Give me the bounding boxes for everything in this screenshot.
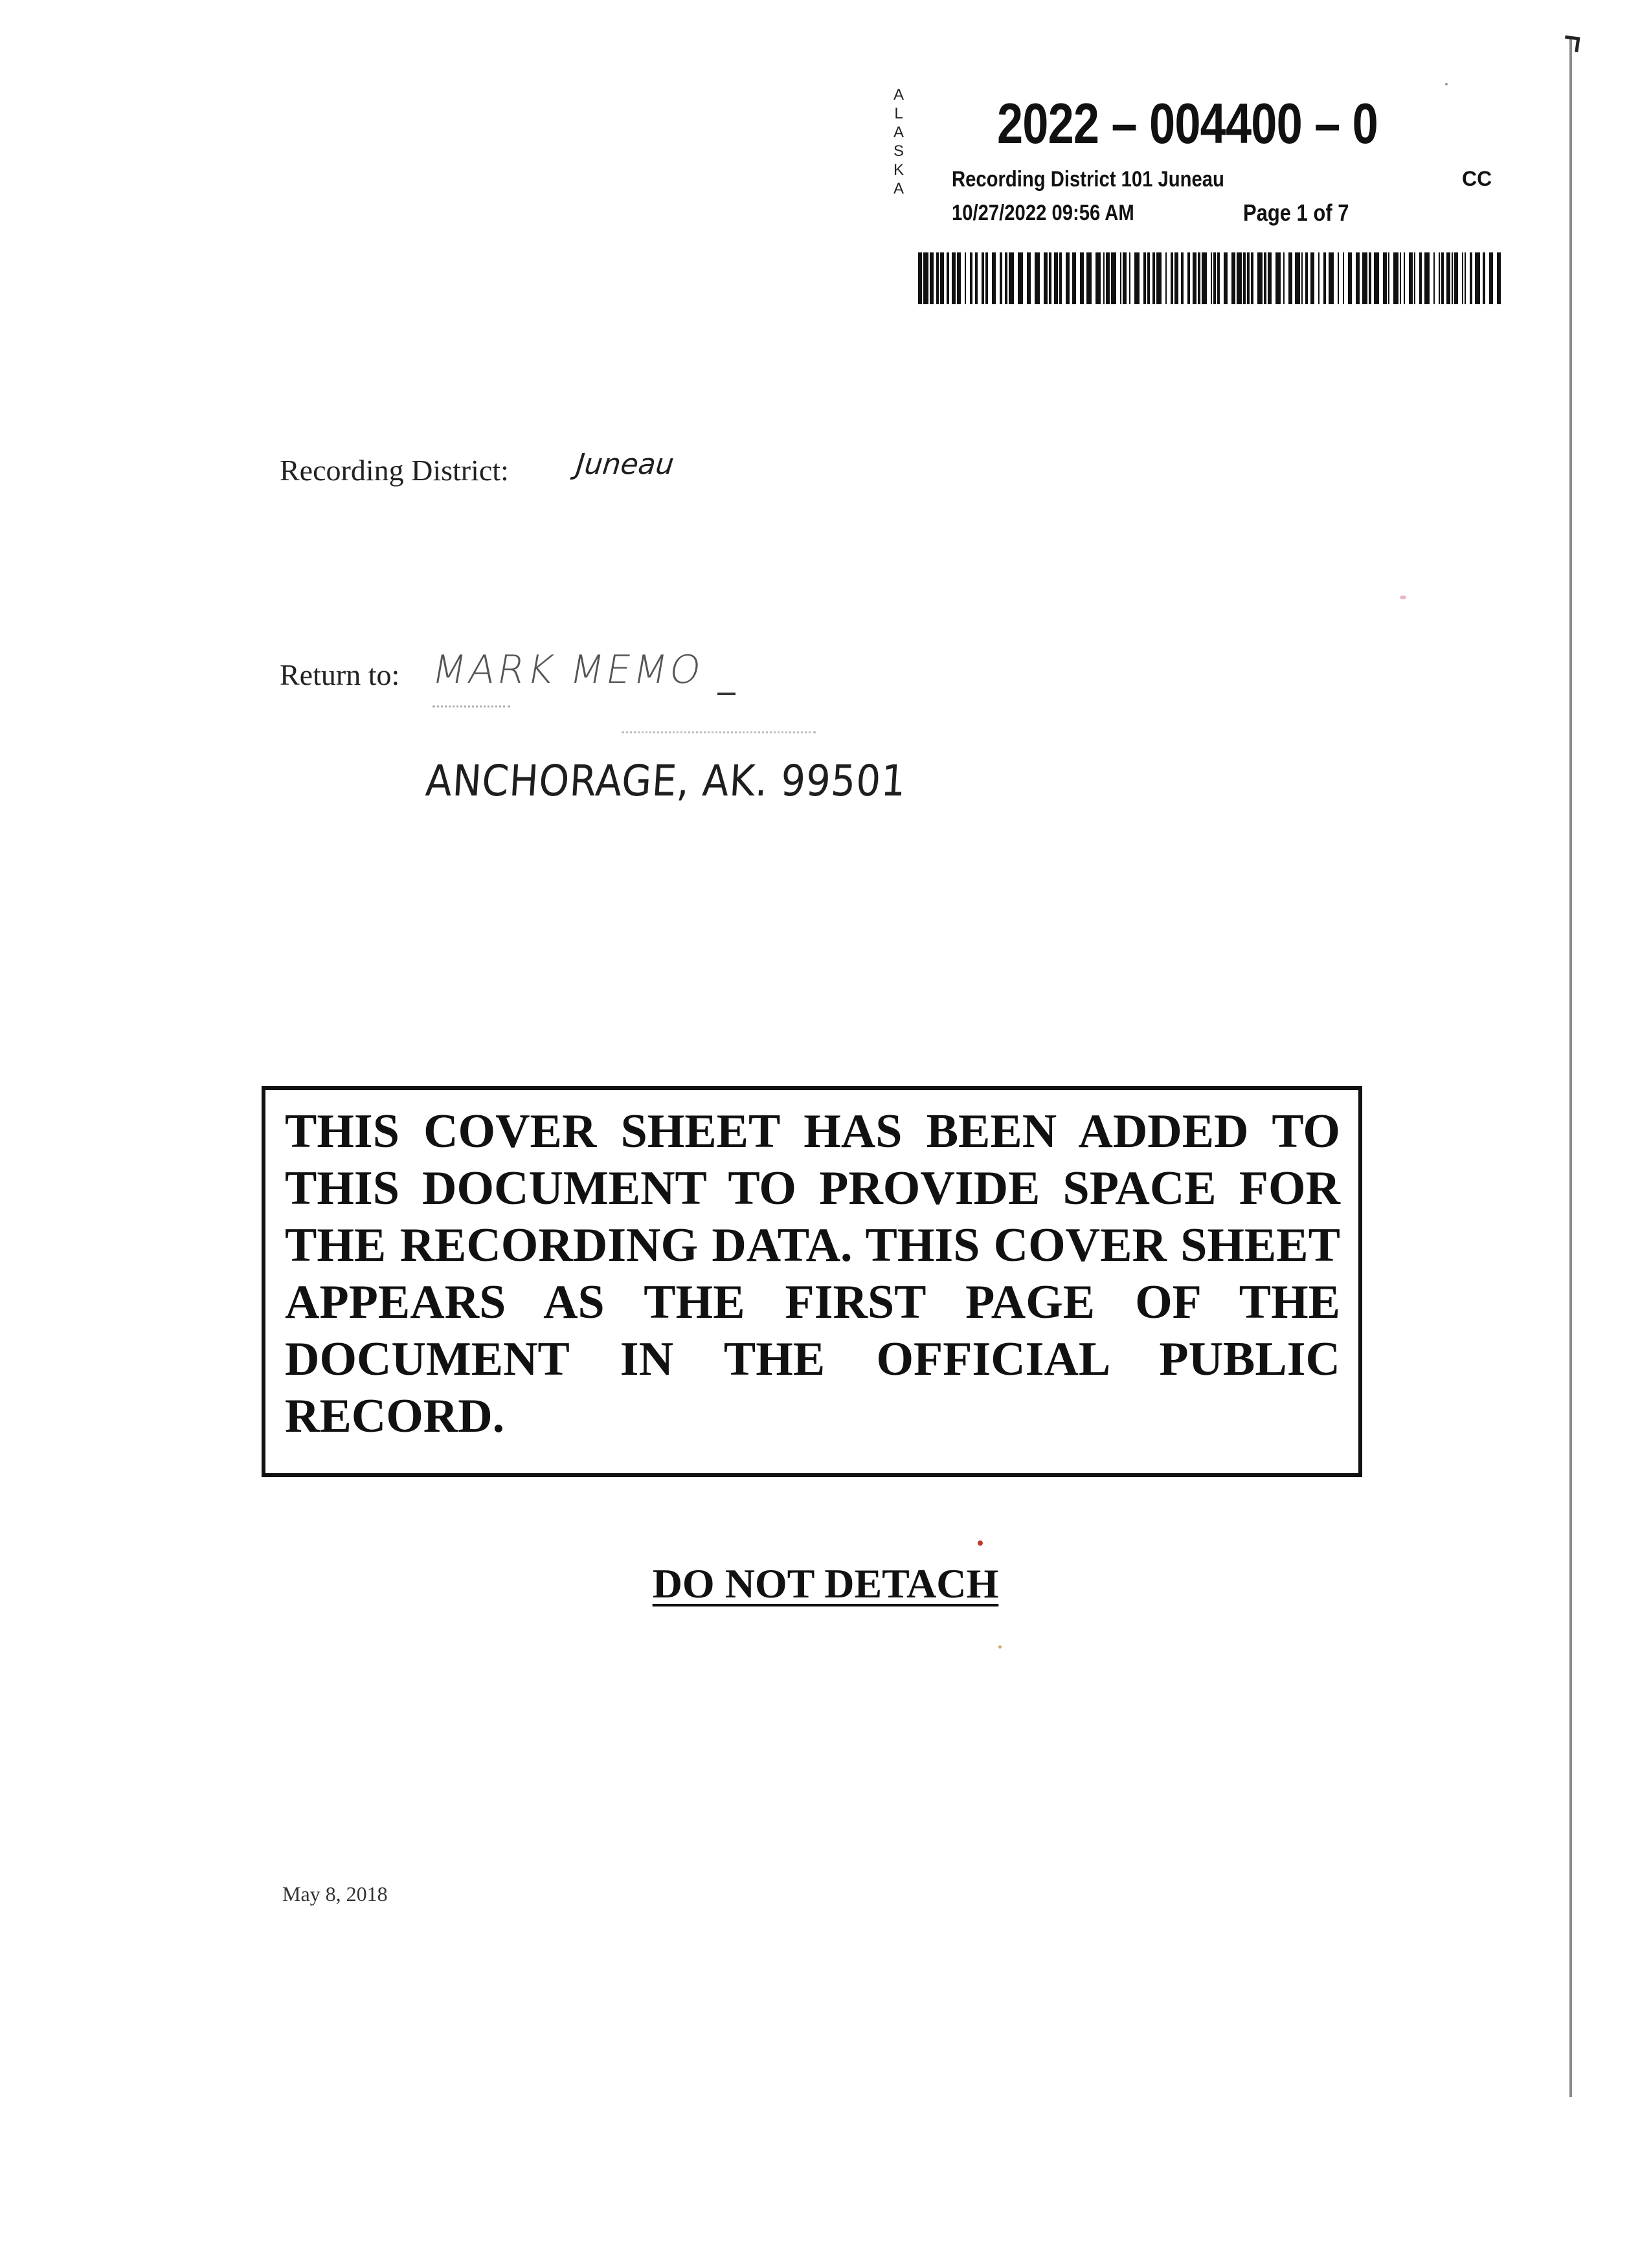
barcode-bar xyxy=(1193,252,1196,304)
recording-datetime: 10/27/2022 09:56 AM xyxy=(952,201,1134,225)
barcode-bar xyxy=(1086,252,1092,304)
barcode-bar xyxy=(1283,252,1285,304)
barcode-bar xyxy=(985,252,988,304)
barcode xyxy=(918,252,1501,304)
barcode-bar xyxy=(1095,252,1101,304)
stamp-state-letter: S xyxy=(893,142,904,160)
barcode-bar xyxy=(1120,252,1121,304)
barcode-bar xyxy=(1181,252,1184,304)
barcode-bar xyxy=(1123,252,1127,304)
scan-speck xyxy=(998,1645,1002,1649)
barcode-bar xyxy=(965,252,966,304)
barcode-bar xyxy=(1343,252,1344,304)
barcode-bar xyxy=(975,252,978,304)
barcode-bar xyxy=(1174,252,1178,304)
barcode-bar xyxy=(1424,252,1430,304)
faint-scan-line xyxy=(432,706,510,707)
barcode-bar xyxy=(1213,252,1216,304)
barcode-bar xyxy=(1414,252,1415,304)
recording-page-count: Page 1 of 7 xyxy=(1243,199,1349,226)
barcode-bar xyxy=(947,252,949,304)
barcode-bar xyxy=(1452,252,1453,304)
faint-scan-line xyxy=(622,731,816,733)
do-not-detach-heading: DO NOT DETACH xyxy=(652,1561,999,1606)
barcode-bar xyxy=(1217,252,1220,304)
barcode-bar xyxy=(1080,252,1084,304)
barcode-bar xyxy=(1409,252,1413,304)
barcode-bar xyxy=(1202,252,1207,304)
scan-edge-line xyxy=(1569,39,1572,2097)
scan-speck xyxy=(1400,595,1406,599)
barcode-bar xyxy=(1295,252,1300,304)
barcode-bar xyxy=(1044,252,1048,304)
barcode-bar xyxy=(1404,252,1405,304)
barcode-bar xyxy=(1301,252,1303,304)
barcode-bar xyxy=(1446,252,1450,304)
form-revision-date: May 8, 2018 xyxy=(282,1882,388,1906)
barcode-bar xyxy=(1059,252,1062,304)
barcode-bar xyxy=(1211,252,1212,304)
barcode-bar xyxy=(1237,252,1242,304)
barcode-bar xyxy=(1454,252,1458,304)
corner-mark xyxy=(1564,36,1580,52)
barcode-bar xyxy=(1348,252,1352,304)
barcode-bar xyxy=(1441,252,1444,304)
barcode-bar xyxy=(957,252,961,304)
barcode-bar xyxy=(1018,252,1023,304)
barcode-bar xyxy=(1497,252,1501,304)
barcode-bar xyxy=(1483,252,1485,304)
recording-district-handwritten: Juneau xyxy=(574,448,676,481)
barcode-bar xyxy=(1388,252,1389,304)
barcode-bar xyxy=(1231,252,1235,304)
barcode-bar xyxy=(1383,252,1387,304)
barcode-bar xyxy=(1475,252,1480,304)
barcode-bar xyxy=(1369,252,1371,304)
barcode-bar xyxy=(1156,252,1162,304)
barcode-bar xyxy=(1470,252,1472,304)
barcode-bar xyxy=(1000,252,1002,304)
stamp-state-letter: K xyxy=(893,161,904,179)
barcode-bar xyxy=(1027,252,1031,304)
barcode-bar xyxy=(940,252,944,304)
barcode-bar xyxy=(1111,252,1116,304)
barcode-bar xyxy=(1257,252,1263,304)
barcode-bar xyxy=(1143,252,1146,304)
barcode-bar xyxy=(1419,252,1422,304)
barcode-bar xyxy=(982,252,984,304)
barcode-bar xyxy=(1009,252,1014,304)
barcode-bar xyxy=(936,252,939,304)
barcode-bar xyxy=(1072,252,1076,304)
barcode-bar xyxy=(970,252,972,304)
recording-number: 2022 – 004400 – 0 xyxy=(997,91,1378,155)
handwritten-dash xyxy=(717,693,736,695)
barcode-bar xyxy=(1489,252,1493,304)
barcode-bar xyxy=(1288,252,1292,304)
barcode-bar xyxy=(1224,252,1228,304)
barcode-bar xyxy=(1054,252,1058,304)
barcode-bar xyxy=(1465,252,1466,304)
barcode-bar xyxy=(1310,252,1314,304)
barcode-bar xyxy=(1243,252,1246,304)
barcode-bar xyxy=(1187,252,1190,304)
barcode-bar xyxy=(1035,252,1040,304)
barcode-bar xyxy=(1462,252,1463,304)
barcode-bar xyxy=(1268,252,1272,304)
barcode-bar xyxy=(1134,252,1140,304)
barcode-bar xyxy=(1305,252,1308,304)
barcode-bar xyxy=(1275,252,1281,304)
barcode-bar xyxy=(1400,252,1401,304)
barcode-bar xyxy=(1338,252,1339,304)
barcode-bar xyxy=(1433,252,1435,304)
barcode-bar xyxy=(1247,252,1250,304)
barcode-bar xyxy=(1323,252,1326,304)
barcode-bar xyxy=(918,252,922,304)
return-to-label: Return to: xyxy=(280,658,400,691)
scan-speck xyxy=(1445,83,1448,85)
barcode-bar xyxy=(1005,252,1007,304)
barcode-bar xyxy=(1329,252,1334,304)
cover-sheet-notice-text: THIS COVER SHEET HAS BEEN ADDED TO THIS DOCUMENT TO PROVIDE SPACE FOR THE RECORDING DATA. THIS COVER SHEET APPEARS AS THE FIRST PAGE OF THE DOCUMENT IN THE OFFICIAL PUBLIC RECORD. xyxy=(285,1105,1340,1443)
barcode-bar xyxy=(1165,252,1167,304)
barcode-bar xyxy=(1106,252,1110,304)
barcode-bar xyxy=(1356,252,1360,304)
return-to-address-handwritten: ANCHORAGE, AK. 99501 xyxy=(424,756,908,806)
barcode-bar xyxy=(1198,252,1200,304)
barcode-bar xyxy=(1147,252,1150,304)
stamp-state-letter: A xyxy=(893,124,904,141)
barcode-bar xyxy=(1152,252,1155,304)
recording-code: CC xyxy=(1462,167,1492,190)
barcode-bar xyxy=(1264,252,1266,304)
barcode-bar xyxy=(1171,252,1173,304)
stamp-state-vertical xyxy=(887,85,910,198)
barcode-bar xyxy=(1129,252,1130,304)
barcode-bar xyxy=(952,252,956,304)
barcode-bar xyxy=(930,252,934,304)
barcode-bar xyxy=(1066,252,1070,304)
barcode-bar xyxy=(1374,252,1379,304)
stamp-state-letter: A xyxy=(893,180,904,197)
barcode-bar xyxy=(1103,252,1105,304)
barcode-bar xyxy=(1439,252,1440,304)
barcode-bar xyxy=(1251,252,1253,304)
recording-district-line: Recording District 101 Juneau xyxy=(952,167,1224,192)
stamp-state-letter: L xyxy=(894,105,903,122)
barcode-bar xyxy=(1362,252,1367,304)
barcode-bar xyxy=(923,252,928,304)
recording-district-label: Recording District: xyxy=(280,454,509,487)
barcode-bar xyxy=(1049,252,1051,304)
barcode-bar xyxy=(992,252,996,304)
scan-speck xyxy=(978,1540,983,1546)
return-to-name-handwritten: MARK MEMO xyxy=(428,647,707,693)
stamp-state-letter: A xyxy=(893,86,904,104)
cover-sheet-notice-box xyxy=(262,1086,1362,1477)
barcode-bar xyxy=(1393,252,1398,304)
barcode-bar xyxy=(1318,252,1320,304)
